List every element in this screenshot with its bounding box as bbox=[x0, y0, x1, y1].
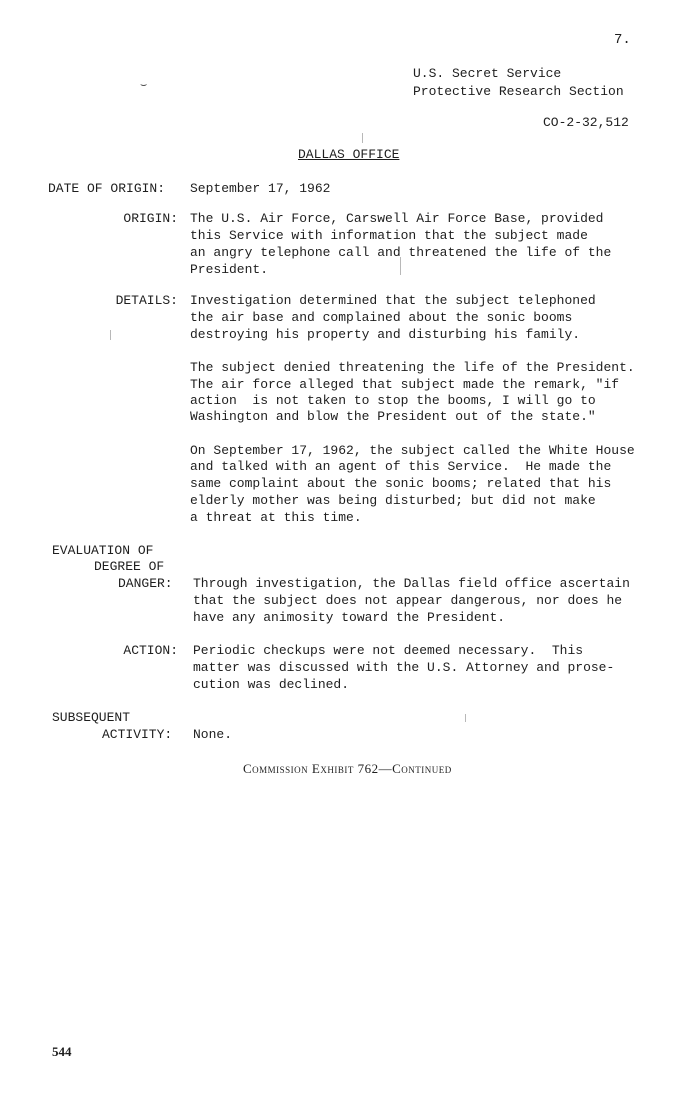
details-line: action is not taken to stop the booms, I will go to bbox=[190, 393, 596, 408]
details-label: DETAILS: bbox=[115, 293, 178, 308]
date-of-origin-label: DATE OF ORIGIN: bbox=[48, 181, 166, 196]
evaluation-line: that the subject does not appear dangerous, nor does he bbox=[193, 593, 623, 608]
action-line: matter was discussed with the U.S. Attorney and prose- bbox=[193, 660, 615, 675]
office-heading: DALLAS OFFICE bbox=[298, 147, 400, 162]
scan-mark bbox=[110, 330, 111, 340]
details-line: The subject denied threatening the life of the President. bbox=[190, 360, 635, 375]
details-line: destroying his property and disturbing his family. bbox=[190, 327, 581, 342]
action-line: Periodic checkups were not deemed necessary. This bbox=[193, 643, 584, 658]
details-line: The air force alleged that subject made the remark, "if bbox=[190, 377, 620, 392]
subsequent-label: ACTIVITY: bbox=[102, 727, 173, 742]
details-line: same complaint about the sonic booms; related that his bbox=[190, 476, 612, 491]
evaluation-label: EVALUATION OF bbox=[52, 543, 154, 558]
scan-mark bbox=[362, 133, 363, 143]
details-line: Washington and blow the President out of the state." bbox=[190, 409, 596, 424]
date-of-origin-value: September 17, 1962 bbox=[190, 181, 331, 196]
details-line: elderly mother was being disturbed; but did not make bbox=[190, 493, 596, 508]
page-number: 544 bbox=[52, 1044, 72, 1059]
action-label: ACTION: bbox=[123, 643, 178, 658]
details-line: and talked with an agent of this Service. He made the bbox=[190, 459, 612, 474]
origin-line: The U.S. Air Force, Carswell Air Force Base, provided bbox=[190, 211, 604, 226]
origin-line: this Service with information that the subject made bbox=[190, 228, 588, 243]
page-marker: 7. bbox=[614, 32, 631, 48]
stray-mark: ⌣ bbox=[140, 80, 148, 92]
subsequent-label: SUBSEQUENT bbox=[52, 710, 131, 725]
origin-line: President. bbox=[190, 262, 269, 277]
scan-mark bbox=[465, 714, 466, 722]
letterhead-agency: U.S. Secret Service bbox=[413, 66, 562, 81]
origin-line: an angry telephone call and threatened the life of the bbox=[190, 245, 612, 260]
action-line: cution was declined. bbox=[193, 677, 350, 692]
subsequent-value: None. bbox=[193, 727, 233, 742]
details-line: On September 17, 1962, the subject called the White House bbox=[190, 443, 635, 458]
letterhead-section: Protective Research Section bbox=[413, 84, 624, 99]
details-line: the air base and complained about the sonic booms bbox=[190, 310, 573, 325]
details-line: a threat at this time. bbox=[190, 510, 362, 525]
evaluation-label: DANGER: bbox=[118, 576, 173, 591]
evaluation-label: DEGREE OF bbox=[94, 559, 165, 574]
details-line: Investigation determined that the subject telephoned bbox=[190, 293, 596, 308]
exhibit-caption: Commission Exhibit 762—Continued bbox=[243, 761, 452, 776]
evaluation-line: have any animosity toward the President. bbox=[193, 610, 506, 625]
file-number: CO-2-32,512 bbox=[543, 115, 629, 130]
evaluation-line: Through investigation, the Dallas field office ascertain bbox=[193, 576, 630, 591]
origin-label: ORIGIN: bbox=[123, 211, 178, 226]
